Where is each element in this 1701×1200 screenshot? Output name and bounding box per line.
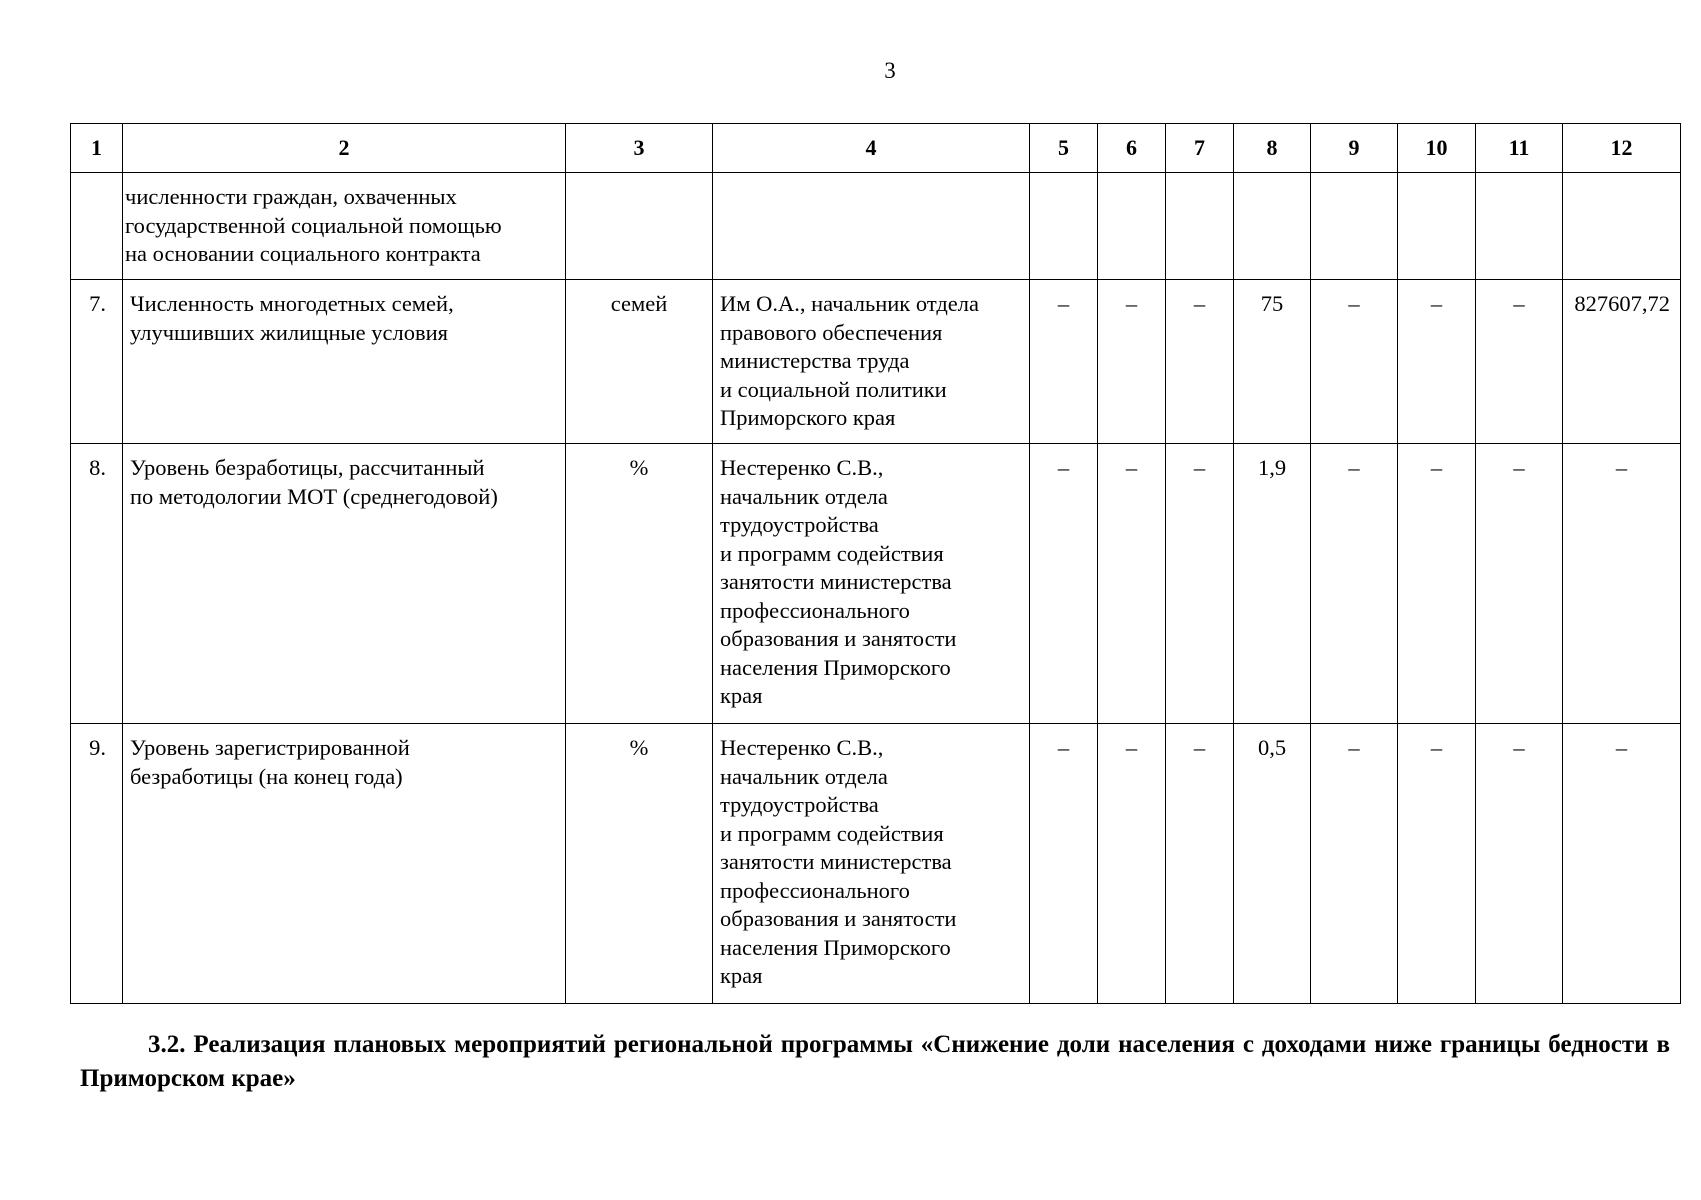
value-cell <box>1311 173 1398 280</box>
table-row <box>71 444 1681 724</box>
value-text: – <box>1430 291 1443 316</box>
indicator-cell <box>123 444 566 724</box>
value-cell <box>1234 173 1311 280</box>
indicator-text: Численность многодетных семей, улучшивших жилищные условия <box>130 291 454 345</box>
indicator-text: Уровень зарегистрированной безработицы (на конец года) <box>130 735 410 789</box>
column-header: 7 <box>1166 124 1234 173</box>
value-text: – <box>1125 291 1138 316</box>
value-cell <box>1476 724 1563 1004</box>
table-row-continuation <box>71 173 1681 280</box>
column-header: 10 <box>1398 124 1476 173</box>
value-text: – <box>1193 291 1206 316</box>
value-cell <box>1166 444 1234 724</box>
value-cell <box>1098 724 1166 1004</box>
table-row <box>71 280 1681 444</box>
section-heading: 3.2. Реализация плановых мероприятий региональной программы «Снижение доли населения с доходами ниже границы бедности в Приморском крае» <box>80 1031 1670 1092</box>
value-cell <box>1098 280 1166 444</box>
value-cell <box>1098 173 1166 280</box>
value-text: – <box>1057 735 1070 760</box>
value-cell <box>1234 444 1311 724</box>
table-row <box>71 724 1681 1004</box>
value-text: – <box>1615 455 1628 480</box>
value-cell <box>1476 280 1563 444</box>
column-header: 5 <box>1030 124 1098 173</box>
value-cell <box>1563 173 1681 280</box>
value-text: – <box>1057 291 1070 316</box>
value-cell <box>1476 173 1563 280</box>
column-header: 2 <box>123 124 566 173</box>
value-cell <box>1030 724 1098 1004</box>
indicator-text: численности граждан, охваченных государственной социальной помощью на основании социального контракта <box>125 184 502 266</box>
value-cell <box>1166 280 1234 444</box>
value-cell <box>1030 173 1098 280</box>
value-cell <box>1476 444 1563 724</box>
indicator-text: Уровень безработицы, рассчитанный по методологии МОТ (среднегодовой) <box>130 455 498 509</box>
column-header: 9 <box>1311 124 1398 173</box>
column-header: 8 <box>1234 124 1311 173</box>
column-header: 12 <box>1563 124 1681 173</box>
responsible-cell <box>713 444 1030 724</box>
value-text: – <box>1348 455 1360 480</box>
value-text: – <box>1348 291 1360 316</box>
value-cell <box>1398 173 1476 280</box>
indicator-cell <box>123 724 566 1004</box>
row-number: 9. <box>89 735 106 760</box>
value-text: 75 <box>1260 291 1284 316</box>
value-cell <box>1098 444 1166 724</box>
unit-text: семей <box>610 291 668 316</box>
unit-text: % <box>629 735 649 760</box>
number-cell <box>71 173 123 280</box>
number-cell <box>71 280 123 444</box>
responsible-cell <box>713 724 1030 1004</box>
value-text: – <box>1057 455 1070 480</box>
column-header: 6 <box>1098 124 1166 173</box>
value-text: – <box>1193 735 1206 760</box>
value-cell <box>1563 724 1681 1004</box>
value-text: 0,5 <box>1257 735 1287 760</box>
value-text: – <box>1513 455 1525 480</box>
responsible-cell <box>713 280 1030 444</box>
value-text: – <box>1513 291 1525 316</box>
column-header: 3 <box>566 124 713 173</box>
value-text: – <box>1125 455 1138 480</box>
value-cell <box>1563 444 1681 724</box>
value-text: – <box>1348 735 1360 760</box>
page-number: 3 <box>884 58 896 83</box>
value-cell <box>1398 724 1476 1004</box>
value-cell <box>1311 724 1398 1004</box>
value-cell <box>1311 280 1398 444</box>
value-text: – <box>1430 455 1443 480</box>
unit-cell <box>566 724 713 1004</box>
value-text: – <box>1615 735 1628 760</box>
responsible-text: Нестеренко С.В., начальник отдела трудоустройства и программ содействия занятости министерства профессионального образования и занятости населения Приморского края <box>720 735 957 988</box>
responsible-text: Им О.А., начальник отдела правового обеспечения министерства труда и социальной политики Приморского края <box>720 291 980 430</box>
value-cell <box>1311 444 1398 724</box>
unit-cell <box>566 173 713 280</box>
table-header-row <box>71 124 1681 173</box>
value-text: 827607,72 <box>1574 291 1670 316</box>
responsible-cell <box>713 173 1030 280</box>
column-header: 11 <box>1476 124 1563 173</box>
value-cell <box>1234 280 1311 444</box>
indicator-cell <box>123 280 566 444</box>
indicators-table <box>70 123 1681 1004</box>
responsible-text: Нестеренко С.В., начальник отдела трудоустройства и программ содействия занятости министерства профессионального образования и занятости населения Приморского края <box>720 455 957 708</box>
row-number: 7. <box>89 291 106 316</box>
value-cell <box>1398 444 1476 724</box>
value-cell <box>1030 280 1098 444</box>
value-cell <box>1398 280 1476 444</box>
number-cell <box>71 444 123 724</box>
value-text: – <box>1513 735 1525 760</box>
value-cell <box>1166 173 1234 280</box>
indicator-cell <box>123 173 566 280</box>
value-cell <box>1030 444 1098 724</box>
column-header: 1 <box>71 124 123 173</box>
value-text: 1,9 <box>1257 455 1287 480</box>
value-cell <box>1234 724 1311 1004</box>
column-header: 4 <box>713 124 1030 173</box>
value-text: – <box>1125 735 1138 760</box>
value-cell <box>1166 724 1234 1004</box>
value-cell <box>1563 280 1681 444</box>
row-number: 8. <box>89 455 106 480</box>
unit-cell <box>566 444 713 724</box>
value-text: – <box>1193 455 1206 480</box>
unit-text: % <box>629 455 649 480</box>
value-text: – <box>1430 735 1443 760</box>
unit-cell <box>566 280 713 444</box>
number-cell <box>71 724 123 1004</box>
